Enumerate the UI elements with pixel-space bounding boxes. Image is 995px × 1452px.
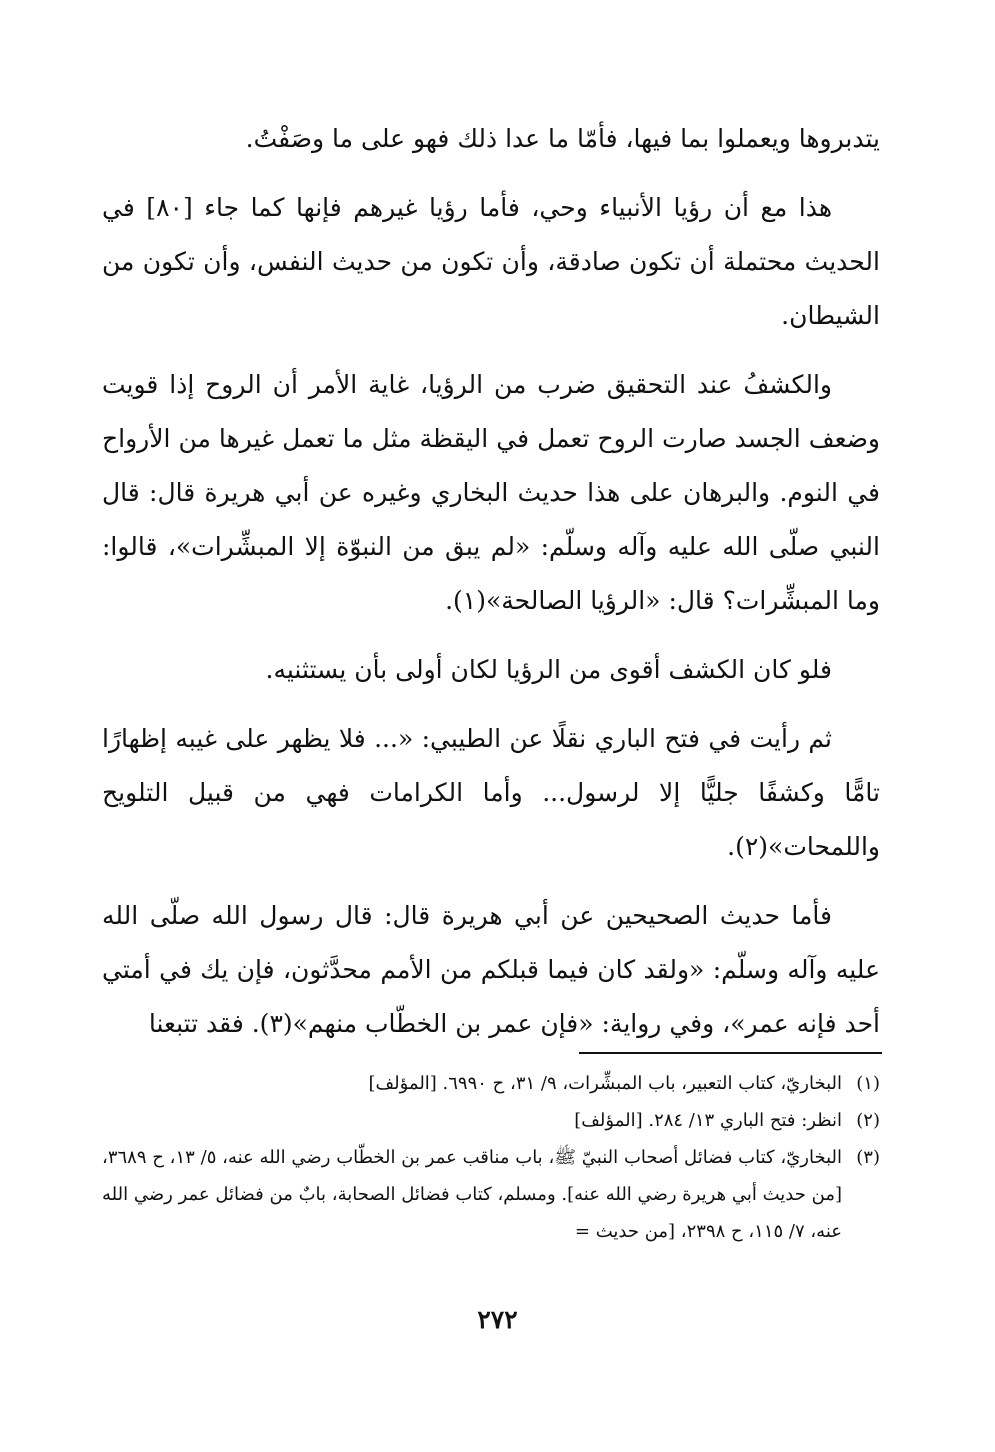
footnote-2 [102, 1102, 880, 1139]
footnote-text: انظر: فتح الباري ١٣/ ٢٨٤. [المؤلف] [574, 1110, 842, 1131]
footnotes [102, 1065, 880, 1250]
footnote-text: البخاريّ، كتاب التعبير، باب المبشِّرات، ٩/ ٣١، ح ٦٩٩٠. [المؤلف] [368, 1073, 842, 1094]
paragraph-4: فلو كان الكشف أقوى من الرؤيا لكان أولى بأن يستثنيه. [265, 655, 832, 684]
footnote-3 [102, 1139, 880, 1250]
footnote-text: البخاريّ، كتاب فضائل أصحاب النبيّ ﷺ، باب مناقب عمر بن الخطّاب رضي الله عنه، ٥/ ١٣، ح ٣٦٨٩، [من حديث أبي هريرة رضي الله عنه]. ومسلم، كتاب فضائل الصحابة، بابٌ من فضائل عمر رضي الله عنه، ٧/ ١١٥، ح ٢٣٩٨، [من حديث = [102, 1147, 843, 1242]
paragraph-6: فأما حديث الصحيحين عن أبي هريرة قال: قال رسول الله صلّى الله عليه وآله وسلّم: «ولقد كان فيما قبلكم من الأمم محدَّثون، فإن يك في أمتي أحد فإنه عمر»، وفي رواية: «فإن عمر بن الخطّاب منهم»(٣). فقد تتبعنا [102, 901, 880, 1038]
main-text [102, 112, 880, 1051]
footnote-divider [579, 1052, 882, 1054]
paragraph-5: ثم رأيت في فتح الباري نقلًا عن الطيبي: «... فلا يظهر على غيبه إظهارًا تامًّا وكشفًا جليًّا إلا لرسول... وأما الكرامات فهي من قبيل التلويح واللمحات»(٢). [102, 724, 880, 861]
footnote-number: (٢) [856, 1110, 880, 1131]
page-number: ٢٧٢ [477, 1305, 518, 1334]
paragraph-1: يتدبروها ويعملوا بما فيها، فأمّا ما عدا ذلك فهو على ما وصَفْتُ. [245, 124, 880, 153]
paragraph-2: هذا مع أن رؤيا الأنبياء وحي، فأما رؤيا غيرهم فإنها كما جاء [٨٠] في الحديث محتملة أن تكون صادقة، وأن تكون من حديث النفس، وأن تكون من الشيطان. [102, 193, 880, 330]
footnote-number: (١) [856, 1073, 880, 1094]
footnote-1 [102, 1065, 880, 1102]
paragraph-3: والكشفُ عند التحقيق ضرب من الرؤيا، غاية الأمر أن الروح إذا قويت وضعف الجسد صارت الروح تعمل في اليقظة مثل ما تعمل غيرها من الأرواح في النوم. والبرهان على هذا حديث البخاري وغيره عن أبي هريرة قال: قال النبي صلّى الله عليه وآله وسلّم: «لم يبق من النبوّة إلا المبشِّرات»، قالوا: وما المبشِّرات؟ قال: «الرؤيا الصالحة»(١). [102, 370, 880, 615]
footnote-number: (٣) [856, 1147, 880, 1168]
